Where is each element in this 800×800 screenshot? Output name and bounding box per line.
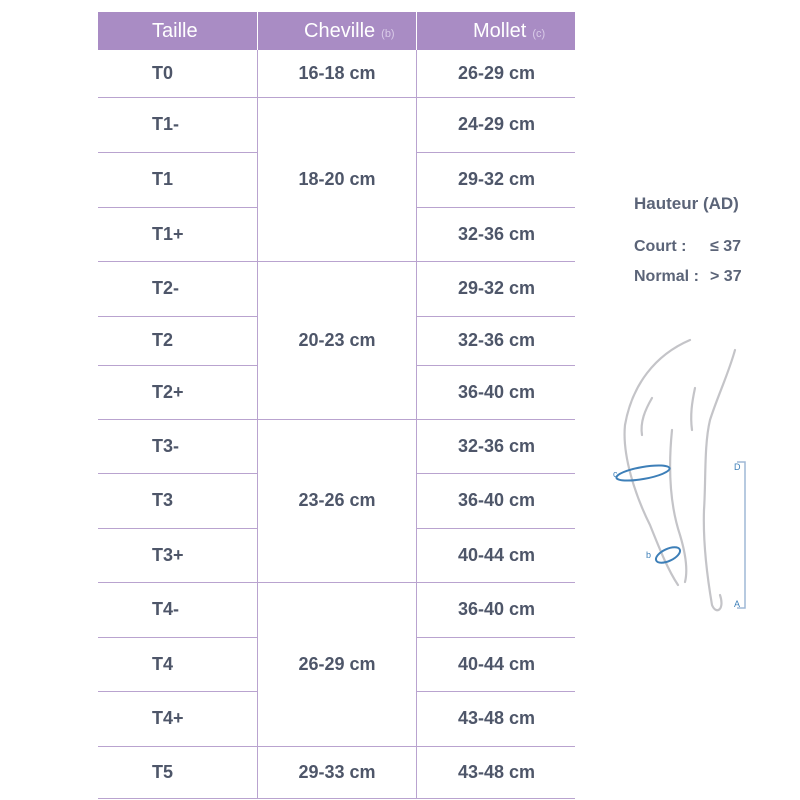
- calf-cell: 36-40 cm: [457, 490, 536, 510]
- column-divider: [416, 50, 417, 798]
- calf-cell: 32-36 cm: [457, 330, 536, 350]
- ankle-cell: 29-33 cm: [298, 761, 376, 782]
- legend-title: Hauteur (AD): [634, 194, 739, 213]
- size-cell: T5: [152, 761, 174, 782]
- label-A: A: [734, 599, 741, 609]
- legend-label: Normal :: [634, 268, 699, 285]
- calf-cell: 40-44 cm: [457, 544, 536, 565]
- row-divider: [98, 473, 257, 474]
- ankle-cell: 26-29 cm: [298, 653, 376, 674]
- calf-cell: 24-29 cm: [457, 114, 536, 134]
- ankle-cell: 16-18 cm: [298, 63, 376, 83]
- legend-label: Court :: [634, 238, 687, 255]
- row-divider: [98, 316, 257, 317]
- height-measure-bracket: [737, 462, 745, 608]
- size-cell: T3+: [152, 544, 184, 565]
- leg-outline-knee: [642, 398, 652, 435]
- legend-value: > 37: [710, 268, 742, 285]
- header-calf: [417, 12, 575, 50]
- legend-value: ≤ 37: [710, 238, 742, 255]
- size-cell: T3: [152, 490, 174, 510]
- size-cell: T4-: [152, 599, 179, 619]
- leg-outline-front: [704, 350, 735, 610]
- calf-cell: 43-48 cm: [457, 708, 536, 728]
- leg-outline-knee2: [691, 388, 695, 430]
- calf-cell: 32-36 cm: [457, 223, 536, 244]
- row-divider: [98, 798, 575, 799]
- size-cell: T4+: [152, 708, 184, 728]
- calf-cell: 29-32 cm: [457, 169, 536, 189]
- calf-cell: 26-29 cm: [457, 63, 536, 83]
- legend-item-normal: [634, 268, 742, 286]
- legend-item-court: [634, 238, 742, 256]
- calf-cell: 36-40 cm: [457, 599, 536, 619]
- label-c: c: [613, 469, 618, 479]
- header-size-label: Taille: [152, 19, 198, 42]
- header-calf-mark: (c): [532, 28, 546, 40]
- size-cell: T0: [152, 63, 174, 83]
- ankle-cell: 20-23 cm: [298, 329, 376, 350]
- label-D: D: [734, 462, 741, 472]
- calf-measure-ring: [615, 462, 670, 483]
- size-cell: T2: [152, 330, 174, 350]
- header-size: [98, 12, 257, 50]
- size-cell: T3-: [152, 435, 179, 456]
- header-ankle-label: Cheville: [304, 19, 376, 42]
- calf-cell: 43-48 cm: [457, 761, 536, 782]
- row-divider: [98, 637, 257, 638]
- header-ankle: [258, 12, 416, 50]
- size-cell: T2-: [152, 278, 179, 298]
- calf-cell: 29-32 cm: [457, 278, 536, 298]
- size-cell: T1+: [152, 223, 184, 244]
- leg-illustration: [600, 330, 770, 620]
- size-cell: T1-: [152, 114, 179, 134]
- table-left-edge: [98, 12, 99, 798]
- label-b: b: [646, 550, 652, 560]
- header-ankle-mark: (b): [381, 28, 395, 40]
- size-cell: T1: [152, 169, 174, 189]
- row-divider: [98, 152, 257, 153]
- calf-cell: 36-40 cm: [457, 381, 536, 402]
- calf-cell: 40-44 cm: [457, 653, 536, 674]
- leg-outline-back: [625, 340, 690, 585]
- ankle-cell: 23-26 cm: [298, 490, 376, 510]
- ankle-cell: 18-20 cm: [298, 168, 376, 189]
- size-cell: T4: [152, 653, 174, 674]
- calf-cell: 32-36 cm: [457, 435, 536, 456]
- header-calf-label: Mollet: [473, 19, 527, 42]
- size-cell: T2+: [152, 381, 184, 402]
